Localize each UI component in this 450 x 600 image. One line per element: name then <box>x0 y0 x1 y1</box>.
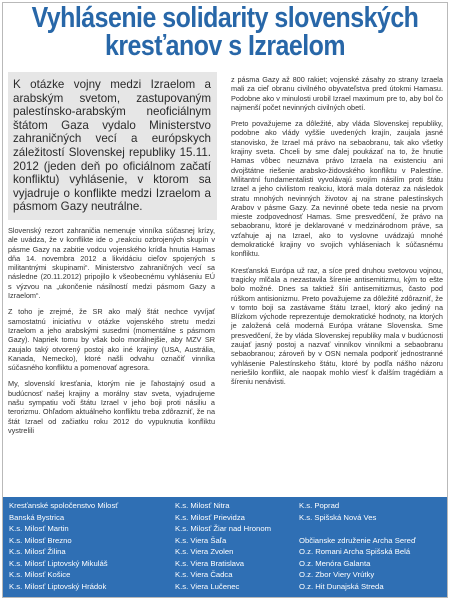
paragraph: Preto považujeme za dôležité, aby vláda Slovenskej republiky, podobne ako vlády vyššie uvedených krajín, zaujala jasné stanovisko, že Izrael má právo na sebaobranu, tak ako všetky krajiny sveta. Chceli by sme ďalej poukázať na to, že hnutie Hamas vôbec neuznáva právo Izraela na existenciu ani dvojštátne riešenie arabsko-židovského konfliktu v Palestíne. Militantní fundamentalisti vyvolávajú svojím násilím proti štátu Izrael a jeho civilistom reakciu, ktorá mala doteraz za následok stratu mnohých nevinných životov aj na strane palestínskych Arabov v pásme Gazy. Za nevinné obete teda nesie na prvom mieste zodpovednosť Hamas. Sme presvedčení, že právo na sebaobranu, ktoré je deklarované v medzinárodnom práve, sa vzťahuje aj na Izrael, ako to vyslovne uvádzajú mnohé demokratické krajiny vo svojich vyhláseniach k súčasnému konfliktu. <box>231 119 443 259</box>
signatory: Kresťanské spoločenstvo Milosť <box>9 501 119 510</box>
title-line-2: kresťanov s Izraelom <box>104 30 346 62</box>
signatory: K.s. Milosť Brezno <box>9 535 72 545</box>
signatories-column-1 <box>9 500 118 592</box>
signatory: K.s. Viera Bratislava <box>175 558 245 568</box>
right-column <box>231 75 443 394</box>
signatories-box <box>3 497 447 597</box>
signatory: K.s. Milosť Liptovský Hrádok <box>9 581 107 591</box>
paragraph: Kresťanská Európa už raz, a síce pred druhou svetovou vojnou, tragicky mlčala a nezastavila šírenie antisemitizmu, kým to ešte bolo možné. Dnes sa taktiež šíri antisemitizmus, často pod rúškom antisionizmu. Preto považujeme za dôležité zdôrazniť, že v tomto boji sa zastávame štátu Izrael, ktorý ako jediný na Blízkom východe reprezentuje demokratické hodnoty, na ktorých je založená celá moderná Európa vrátane Slovenska. Sme presvedčení, že by vláda Slovenskej republiky mala v budúcnosti zaujať jasný postoj a nazvať vinníkov vinníkmi a sebaobranu sebaobranou; zároveň by v OSN nemala podporiť jednostranné vyhlásenie Palestínskeho štátu, ktoré by podľa nášho názoru neriešilo konflikt, ale naopak mohlo viesť k ďalším tragédiám a šíreniu nenávisti. <box>231 265 443 387</box>
intro-box: K otázke vojny medzi Izraelom a arabským svetom, zastupovaným palestínsko-arabským neoficiálnym štátom Gaza vydalo Ministerstvo zahraničných vecí a európskych záležitostí Slovenskej republiky 15.11. 2012 (jeden deň po oficiálnom začatí konfliktu) vyhlásenie, v ktorom sa vyjadruje o konflikte medzi Izraelom a pásmom Gazy neutrálne. <box>8 72 217 220</box>
left-column <box>8 72 215 442</box>
paragraph: Z toho je zrejmé, že SR ako malý štát nechce vyvíjať samostatnú iniciatívu v otázke vojenského stretu medzi Izraelom a jeho arabskými susedmi (momentálne s pásmom Gazy). Napriek tomu by však bolo morálnejšie, aby MZV SR zaujalo taký otvorený postoj ako iné krajiny (USA, Austrália, Kanada, Nemecko), ktoré našli odvahu označiť vinníka súčasného konfliktu a pomenovať agresora. <box>8 307 215 373</box>
signatory: K.s. Milosť Žiar nad Hronom <box>175 524 272 533</box>
signatory: K.s. Milosť Žilina <box>9 547 66 556</box>
signatory: Banská Bystrica <box>9 512 65 522</box>
signatory: K.s. Viera Šaľa <box>175 535 227 545</box>
signatory: K.s. Milosť Liptovský Mikuláš <box>9 558 108 568</box>
signatory: O.z. Romani Archa Spišská Belá <box>299 547 411 556</box>
signatory: Občianske združenie Archa Sereď <box>299 535 416 545</box>
signatory: O.z. Zbor Viery Vrútky <box>299 570 375 579</box>
left-body <box>8 226 215 435</box>
page-title <box>32 4 419 60</box>
signatories-column-2 <box>175 500 271 592</box>
signatory-spacer <box>299 523 416 535</box>
signatory: K.s. Viera Lučenec <box>175 581 240 591</box>
signatory: K.s. Viera Zvolen <box>175 547 234 556</box>
signatory: K.s. Milosť Nitra <box>175 501 230 510</box>
title-line-1: Vyhlásenie solidarity slovenských <box>31 2 419 34</box>
paragraph: z pásma Gazy až 800 rakiet; vojenské zásahy zo strany Izraela mali za cieľ obranu civilného obyvateľstva pred útokmi Hamasu. Podobne ako v minulosti urobil Izrael maximum pre to, aby bol čo najmenší počet nevinných civilných obetí. <box>231 75 443 112</box>
paragraph: My, slovenskí kresťania, ktorým nie je ľahostajný osud a budúcnosť našej krajiny a morálny stav sveta, vyjadrujeme našu sympatiu voči štátu Izrael v jeho boji proti násiliu a terorizmu. Ohľadom aktuálneho konfliktu treba zdôrazniť, že na štát Izrael od začiatku roku 2012 do vypuknutia konfliktu vystrelili <box>8 379 215 435</box>
signatory: K.s. Poprad <box>299 501 340 510</box>
paragraph: Slovenský rezort zahraničia nemenuje vinníka súčasnej krízy, ale uvádza, že v konflikte ide o „reakciu ozbrojených skupín v pásme Gazy na zabitie vodcu vojenského krídla hnutia Hamas dňa 14. novembra 2012 a likvidáciu cieľov spojených s militantnými skupinami“. Ministerstvo zahraničných vecí sa následne (20.11.2012) pripojilo k všeobecnému vyhláseniu EÚ s výzvou na „ukončenie násilností medzi pásmom Gazy a Izraelom“. <box>8 225 215 301</box>
signatory: K.s. Spišská Nová Ves <box>299 512 377 522</box>
signatories-column-3 <box>299 500 416 592</box>
signatory: K.s. Viera Čadca <box>175 570 233 579</box>
signatory: O.z. Hit Dunajská Streda <box>299 581 384 591</box>
signatory: K.s. Milosť Martin <box>9 524 69 533</box>
signatory: O.z. Menóra Galanta <box>299 558 371 568</box>
signatory: K.s. Milosť Prievidza <box>175 512 245 522</box>
signatory: K.s. Milosť Košice <box>9 570 71 579</box>
